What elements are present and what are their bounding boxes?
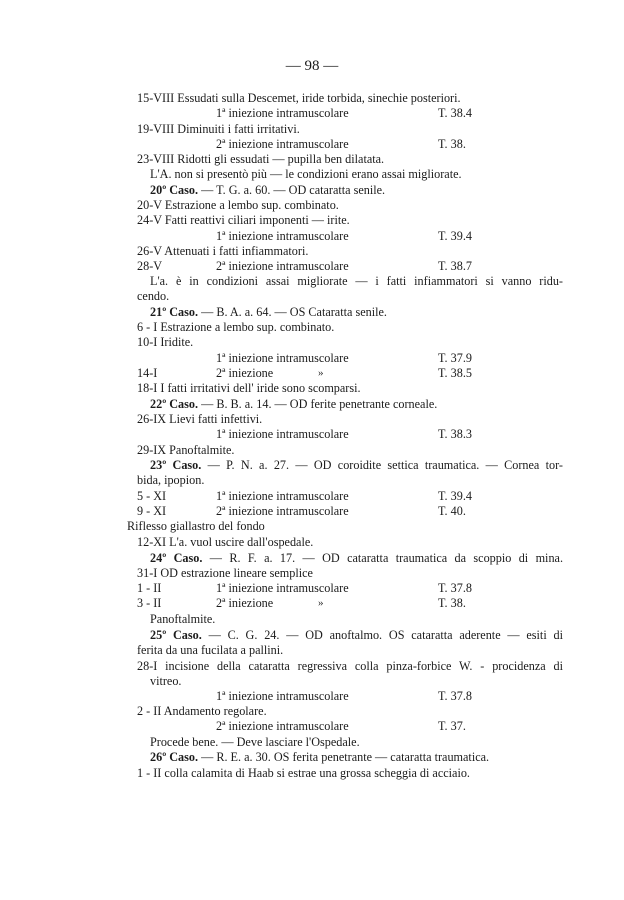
- entry-line: 6 - I Estrazione a lembo sup. combinato.: [137, 320, 335, 334]
- temperature: T. 38.: [438, 137, 466, 151]
- entry-line: 23-VIII Ridotti gli essudati — pupilla ben dilatata.: [137, 152, 385, 166]
- case-description: — B. A. a. 64. — OS Cataratta senile.: [198, 305, 387, 319]
- entry-line: 1 - II colla calamita di Haab si estrae una grossa scheggia di acciaio.: [137, 766, 470, 780]
- temperature: T. 38.7: [438, 259, 472, 273]
- injection-line: 2ª iniezione: [216, 366, 274, 380]
- entry-line: 12-XI L'a. vuol uscire dall'ospedale.: [137, 535, 314, 549]
- entry-line: 15-VIII Essudati sulla Descemet, iride torbida, sinechie posteriori.: [137, 91, 461, 105]
- case-description: — C. G. 24. — OD anoftalmo. OS cataratta aderente — esiti di: [201, 628, 563, 642]
- injection-line: 1ª iniezione intramuscolare: [216, 106, 349, 120]
- case-number: 21º Caso.: [150, 305, 199, 319]
- entry-line: Riflesso giallastro del fondo: [127, 519, 265, 533]
- temperature: T. 38.: [438, 596, 466, 610]
- entry-line: Procede bene. — Deve lasciare l'Ospedale.: [150, 735, 360, 749]
- case-heading: [150, 305, 387, 320]
- entry-date: 9 - XI: [137, 504, 167, 518]
- case-number: 23º Caso.: [150, 458, 202, 472]
- entry-date: 5 - XI: [137, 489, 167, 503]
- entry-line: 19-VIII Diminuiti i fatti irritativi.: [137, 122, 300, 136]
- injection-line: 2ª iniezione intramuscolare: [216, 137, 349, 151]
- entry-date: 28-V: [137, 259, 163, 273]
- temperature: T. 37.: [438, 719, 466, 733]
- injection-line: 1ª iniezione intramuscolare: [216, 427, 349, 441]
- injection-line: 1ª iniezione intramuscolare: [216, 581, 349, 595]
- entry-line: 10-I Iridite.: [137, 335, 194, 349]
- entry-line: 20-V Estrazione a lembo sup. combinato.: [137, 198, 339, 212]
- case-number: 24º Caso.: [150, 551, 203, 565]
- entry-line: 29-IX Panoftalmite.: [137, 443, 235, 457]
- entry-line: bida, ipopion.: [137, 473, 205, 487]
- case-number: 20º Caso.: [150, 183, 199, 197]
- entry-line: Panoftalmite.: [150, 612, 216, 626]
- injection-line: 1ª iniezione intramuscolare: [216, 489, 349, 503]
- entry-line: L'A. non si presentò più — le condizioni erano assai migliorate.: [150, 167, 462, 181]
- case-description: — P. N. a. 27. — OD coroidite settica traumatica. — Cornea tor-: [201, 458, 563, 472]
- entry-date: 1 - II: [137, 581, 162, 595]
- temperature: T. 38.5: [438, 366, 472, 380]
- case-description: — R. E. a. 30. OS ferita penetrante — cataratta traumatica.: [198, 750, 490, 764]
- case-number: 26º Caso.: [150, 750, 199, 764]
- entry-line: 18-I I fatti irritativi dell' iride sono scomparsi.: [137, 381, 361, 395]
- page-number: — 98 —: [285, 58, 339, 74]
- temperature: T. 38.4: [438, 106, 472, 120]
- entry-line: 24-V Fatti reattivi ciliari imponenti — irite.: [137, 213, 350, 227]
- case-number: 22º Caso.: [150, 397, 199, 411]
- entry-date: 14-I: [137, 366, 158, 380]
- injection-line: 2ª iniezione intramuscolare: [216, 719, 349, 733]
- case-heading: [150, 397, 437, 412]
- ditto-mark: »: [318, 597, 324, 609]
- temperature: T. 39.4: [438, 229, 472, 243]
- temperature: T. 37.8: [438, 689, 472, 703]
- entry-line: 26-IX Lievi fatti infettivi.: [137, 412, 263, 426]
- entry-line: vitreo.: [150, 674, 182, 688]
- injection-line: 1ª iniezione intramuscolare: [216, 351, 349, 365]
- injection-line: 2ª iniezione intramuscolare: [216, 259, 349, 273]
- case-heading: [150, 551, 563, 566]
- injection-line: 1ª iniezione intramuscolare: [216, 229, 349, 243]
- case-description: — T. G. a. 60. — OD cataratta senile.: [198, 183, 386, 197]
- case-number: 25º Caso.: [150, 628, 202, 642]
- case-heading: [150, 458, 563, 473]
- injection-line: 2ª iniezione intramuscolare: [216, 504, 349, 518]
- ditto-mark: »: [318, 367, 324, 379]
- temperature: T. 38.3: [438, 427, 472, 441]
- injection-line: 1ª iniezione intramuscolare: [216, 689, 349, 703]
- entry-line: cendo.: [137, 289, 170, 303]
- entry-date: 3 - II: [137, 596, 162, 610]
- case-heading: [150, 628, 563, 643]
- entry-line: 31-I OD estrazione lineare semplice: [137, 566, 313, 580]
- case-description: — B. B. a. 14. — OD ferite penetrante corneale.: [198, 397, 438, 411]
- temperature: T. 37.9: [438, 351, 472, 365]
- entry-line: L'a. è in condizioni assai migliorate — i fatti infiammatori si vanno ridu-: [150, 274, 563, 288]
- entry-line: ferita da una fucilata a pallini.: [137, 643, 284, 657]
- temperature: T. 40.: [438, 504, 466, 518]
- injection-line: 2ª iniezione: [216, 596, 274, 610]
- case-heading: [150, 750, 489, 765]
- entry-line: 2 - II Andamento regolare.: [137, 704, 267, 718]
- entry-line: 26-V Attenuati i fatti infiammatori.: [137, 244, 309, 258]
- temperature: T. 39.4: [438, 489, 472, 503]
- entry-line: 28-I incisione della cataratta regressiva colla pinza-forbice W. - procidenza di: [137, 659, 563, 673]
- temperature: T. 37.8: [438, 581, 472, 595]
- case-heading: [150, 183, 385, 198]
- case-description: — R. F. a. 17. — OD cataratta traumatica da scoppio di mina.: [202, 551, 563, 565]
